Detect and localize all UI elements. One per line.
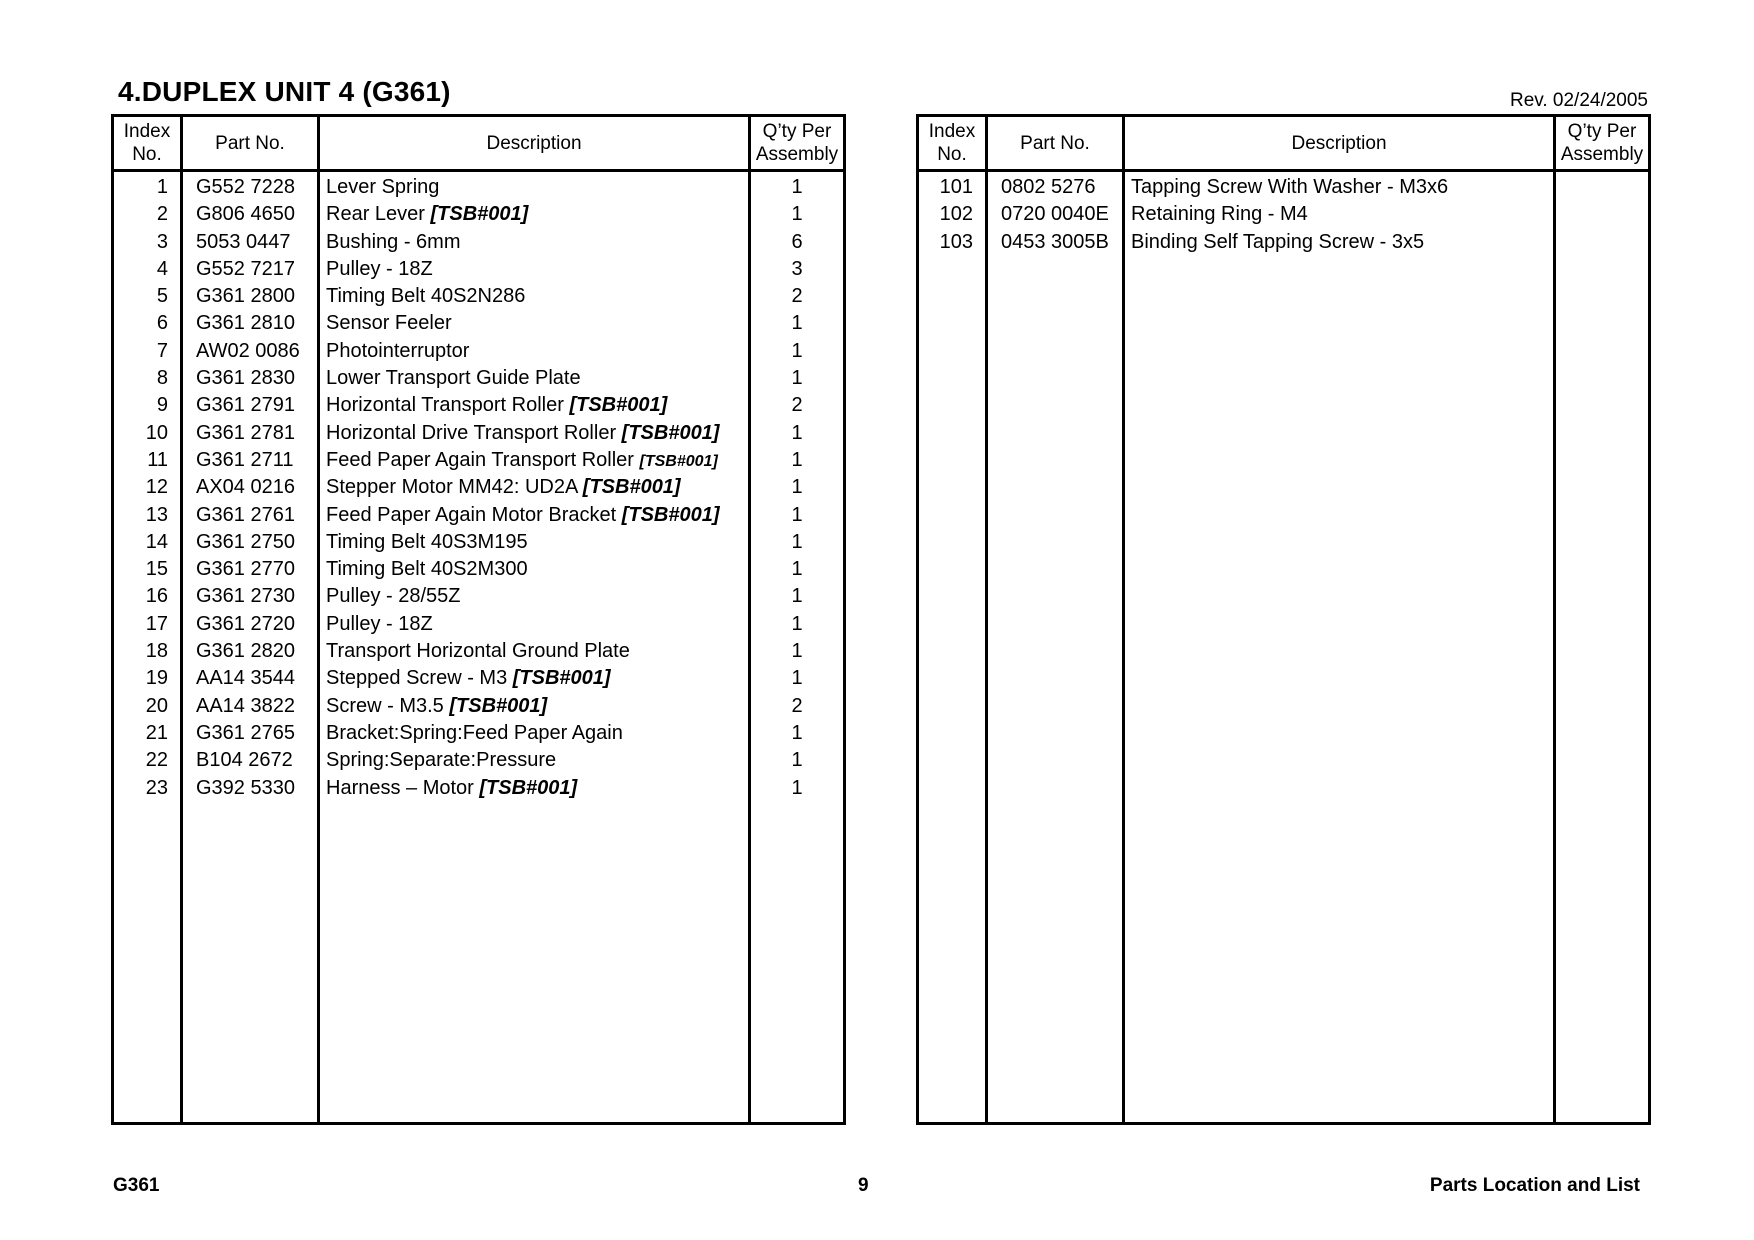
table-row bbox=[114, 391, 843, 418]
row-index: 103 bbox=[939, 230, 973, 253]
row-quantity: 1 bbox=[791, 448, 803, 471]
row-index: 101 bbox=[939, 176, 973, 198]
row-description bbox=[326, 394, 667, 417]
row-description-text: Binding Self Tapping Screw - 3x5 bbox=[1131, 230, 1425, 253]
row-part-no: G361 2820 bbox=[196, 640, 295, 663]
row-description-text: Bracket:Spring:Feed Paper Again bbox=[326, 721, 623, 744]
header-divider bbox=[114, 169, 843, 172]
header-index: Index No. bbox=[928, 121, 976, 165]
table-row bbox=[114, 746, 843, 773]
row-index: 5 bbox=[156, 285, 168, 308]
row-description-text: Feed Paper Again Transport Roller bbox=[326, 448, 640, 471]
row-description bbox=[326, 476, 681, 499]
row-description bbox=[326, 585, 461, 608]
row-description bbox=[326, 176, 439, 199]
row-description bbox=[326, 613, 433, 636]
tsb-reference: [TSB#001] bbox=[512, 667, 611, 690]
parts-table-left bbox=[111, 114, 846, 1125]
row-index: 2 bbox=[156, 203, 168, 226]
row-part-no: 5053 0447 bbox=[196, 230, 291, 253]
row-description-text: Retaining Ring - M4 bbox=[1131, 203, 1308, 226]
row-part-no: G552 7217 bbox=[196, 257, 295, 280]
column-divider bbox=[1553, 117, 1556, 1122]
row-description-text: Tapping Screw With Washer - M3x6 bbox=[1131, 176, 1449, 198]
row-part-no: AX04 0216 bbox=[196, 476, 295, 499]
row-part-no: B104 2672 bbox=[196, 749, 293, 772]
row-index: 13 bbox=[145, 503, 168, 526]
row-part-no: G361 2781 bbox=[196, 421, 295, 444]
row-quantity: 1 bbox=[791, 667, 803, 690]
table-row bbox=[114, 473, 843, 500]
header-index: Index No. bbox=[123, 121, 171, 165]
row-part-no: G361 2800 bbox=[196, 285, 295, 308]
row-quantity: 1 bbox=[791, 612, 803, 635]
tsb-reference: [TSB#001] bbox=[569, 394, 668, 417]
tsb-reference: [TSB#001] bbox=[582, 476, 681, 499]
row-quantity: 1 bbox=[791, 312, 803, 335]
table-row bbox=[114, 173, 843, 200]
table-row bbox=[114, 228, 843, 255]
row-description bbox=[1131, 203, 1308, 226]
table-row bbox=[114, 610, 843, 637]
header-part-no: Part No. bbox=[1020, 132, 1090, 154]
row-description bbox=[326, 504, 720, 527]
row-part-no: G361 2750 bbox=[196, 530, 295, 553]
row-part-no: G361 2761 bbox=[196, 503, 295, 526]
row-description bbox=[326, 312, 452, 335]
row-part-no: G361 2830 bbox=[196, 367, 295, 390]
footer-model: G361 bbox=[113, 1175, 160, 1196]
row-part-no: G806 4650 bbox=[196, 203, 295, 226]
row-description-text: Timing Belt 40S2M300 bbox=[326, 558, 528, 581]
row-part-no: G361 2711 bbox=[196, 448, 294, 471]
row-index: 9 bbox=[156, 394, 168, 417]
table-row bbox=[114, 555, 843, 582]
row-description-text: Spring:Separate:Pressure bbox=[326, 749, 557, 772]
row-quantity: 1 bbox=[791, 721, 803, 744]
row-part-no: G361 2791 bbox=[196, 394, 295, 417]
row-description bbox=[326, 449, 718, 472]
table-row bbox=[114, 692, 843, 719]
row-description bbox=[326, 722, 623, 745]
row-quantity: 1 bbox=[791, 585, 803, 608]
row-part-no: AW02 0086 bbox=[196, 339, 300, 362]
row-part-no: G361 2770 bbox=[196, 558, 295, 581]
page-title: 4.DUPLEX UNIT 4 (G361) bbox=[118, 76, 451, 107]
table-row bbox=[114, 282, 843, 309]
row-index: 6 bbox=[156, 312, 168, 335]
row-description bbox=[326, 695, 547, 718]
row-description-text: Feed Paper Again Motor Bracket bbox=[326, 503, 622, 526]
row-description-text: Timing Belt 40S2N286 bbox=[326, 285, 526, 308]
row-quantity: 1 bbox=[791, 367, 803, 390]
table-body bbox=[114, 173, 843, 801]
row-description-text: Rear Lever bbox=[326, 203, 431, 226]
row-part-no: G361 2730 bbox=[196, 585, 295, 608]
header-description: Description bbox=[1291, 132, 1387, 154]
row-part-no: 0720 0040E bbox=[1001, 203, 1109, 226]
footer-page-number: 9 bbox=[858, 1175, 869, 1196]
row-description-text: Horizontal Drive Transport Roller bbox=[326, 421, 622, 444]
header-qty: Q’ty Per Assembly bbox=[755, 121, 839, 165]
row-description-text: Stepped Screw - M3 bbox=[326, 667, 513, 690]
table-row bbox=[919, 228, 1648, 255]
row-index: 21 bbox=[145, 721, 168, 744]
row-quantity: 1 bbox=[791, 339, 803, 362]
row-description bbox=[1131, 176, 1448, 199]
row-description bbox=[326, 231, 461, 254]
table-row bbox=[114, 446, 843, 473]
row-quantity: 2 bbox=[791, 394, 803, 417]
table-row bbox=[114, 637, 843, 664]
row-part-no: G392 5330 bbox=[196, 776, 295, 799]
row-description-text: Pulley - 18Z bbox=[326, 257, 433, 280]
table-row bbox=[114, 337, 843, 364]
row-description-text: Pulley - 28/55Z bbox=[326, 585, 461, 608]
row-part-no: 0802 5276 bbox=[1001, 176, 1096, 198]
row-index: 18 bbox=[145, 640, 168, 663]
row-part-no: G361 2810 bbox=[196, 312, 295, 335]
row-quantity: 1 bbox=[791, 203, 803, 226]
row-part-no: AA14 3544 bbox=[196, 667, 295, 690]
footer-section: Parts Location and List bbox=[1429, 1175, 1640, 1196]
row-description bbox=[326, 777, 577, 800]
row-quantity: 1 bbox=[791, 558, 803, 581]
row-quantity: 1 bbox=[791, 176, 803, 198]
row-part-no: G552 7228 bbox=[196, 176, 295, 198]
table-body bbox=[919, 173, 1648, 255]
row-quantity: 1 bbox=[791, 776, 803, 799]
row-description-text: Lever Spring bbox=[326, 176, 440, 198]
row-description bbox=[326, 340, 469, 363]
row-quantity: 1 bbox=[791, 421, 803, 444]
tsb-reference: [TSB#001] bbox=[449, 694, 548, 717]
row-description-text: Horizontal Transport Roller bbox=[326, 394, 570, 417]
row-quantity: 2 bbox=[791, 285, 803, 308]
row-description bbox=[1131, 231, 1424, 254]
row-quantity: 6 bbox=[791, 230, 803, 253]
row-description bbox=[326, 285, 525, 308]
row-index: 12 bbox=[145, 476, 168, 499]
row-index: 102 bbox=[939, 203, 973, 226]
row-quantity: 3 bbox=[791, 257, 803, 280]
row-quantity: 1 bbox=[791, 749, 803, 772]
row-description-text: Harness – Motor bbox=[326, 776, 480, 799]
row-description bbox=[326, 558, 528, 581]
row-index: 22 bbox=[145, 749, 168, 772]
row-index: 4 bbox=[156, 257, 168, 280]
table-row bbox=[114, 364, 843, 391]
tsb-reference: [TSB#001] bbox=[621, 421, 720, 444]
row-description-text: Screw - M3.5 bbox=[326, 694, 450, 717]
tsb-reference: [TSB#001] bbox=[621, 503, 720, 526]
table-row bbox=[114, 719, 843, 746]
row-index: 17 bbox=[145, 612, 168, 635]
row-index: 8 bbox=[156, 367, 168, 390]
row-description-text: Pulley - 18Z bbox=[326, 612, 433, 635]
header-divider bbox=[919, 169, 1648, 172]
row-part-no: 0453 3005B bbox=[1001, 230, 1109, 253]
table-row bbox=[114, 419, 843, 446]
row-quantity: 1 bbox=[791, 530, 803, 553]
row-index: 20 bbox=[145, 694, 168, 717]
table-row bbox=[114, 200, 843, 227]
table-row bbox=[919, 173, 1648, 200]
row-description bbox=[326, 640, 630, 663]
table-row bbox=[114, 255, 843, 282]
row-description-text: Bushing - 6mm bbox=[326, 230, 461, 253]
header-part-no: Part No. bbox=[215, 132, 285, 154]
table-row bbox=[114, 582, 843, 609]
row-index: 23 bbox=[145, 776, 168, 799]
table-row bbox=[114, 309, 843, 336]
row-quantity: 1 bbox=[791, 503, 803, 526]
row-description-text: Stepper Motor MM42: UD2A bbox=[326, 476, 583, 499]
header-description: Description bbox=[486, 132, 582, 154]
column-divider bbox=[985, 117, 988, 1122]
table-row bbox=[919, 200, 1648, 227]
parts-table-right bbox=[916, 114, 1651, 1125]
row-quantity: 1 bbox=[791, 476, 803, 499]
row-description bbox=[326, 422, 719, 445]
row-index: 1 bbox=[156, 176, 168, 198]
row-part-no: G361 2720 bbox=[196, 612, 295, 635]
row-index: 10 bbox=[145, 421, 168, 444]
row-index: 3 bbox=[156, 230, 168, 253]
row-description bbox=[326, 203, 528, 226]
row-index: 14 bbox=[145, 530, 168, 553]
row-description bbox=[326, 258, 433, 281]
table-row bbox=[114, 664, 843, 691]
row-index: 19 bbox=[145, 667, 168, 690]
table-row bbox=[114, 501, 843, 528]
row-part-no: G361 2765 bbox=[196, 721, 295, 744]
row-description-text: Lower Transport Guide Plate bbox=[326, 367, 581, 390]
table-row bbox=[114, 528, 843, 555]
row-part-no: AA14 3822 bbox=[196, 694, 295, 717]
row-index: 16 bbox=[145, 585, 168, 608]
row-description bbox=[326, 667, 611, 690]
row-index: 15 bbox=[145, 558, 168, 581]
row-description-text: Transport Horizontal Ground Plate bbox=[326, 640, 630, 663]
revision-date: Rev. 02/24/2005 bbox=[1509, 90, 1648, 111]
tsb-reference: [TSB#001] bbox=[430, 203, 529, 226]
column-divider bbox=[1122, 117, 1125, 1122]
row-description-text: Photointerruptor bbox=[326, 339, 470, 362]
row-index: 7 bbox=[156, 339, 168, 362]
row-quantity: 2 bbox=[791, 694, 803, 717]
row-description bbox=[326, 749, 556, 772]
row-description-text: Timing Belt 40S3M195 bbox=[326, 530, 528, 553]
tsb-reference: [TSB#001] bbox=[639, 452, 718, 470]
row-index: 11 bbox=[147, 448, 168, 471]
tsb-reference: [TSB#001] bbox=[479, 776, 578, 799]
header-qty: Q’ty Per Assembly bbox=[1560, 121, 1644, 165]
row-description bbox=[326, 531, 528, 554]
row-quantity: 1 bbox=[791, 640, 803, 663]
table-row bbox=[114, 774, 843, 801]
row-description bbox=[326, 367, 581, 390]
row-description-text: Sensor Feeler bbox=[326, 312, 452, 335]
